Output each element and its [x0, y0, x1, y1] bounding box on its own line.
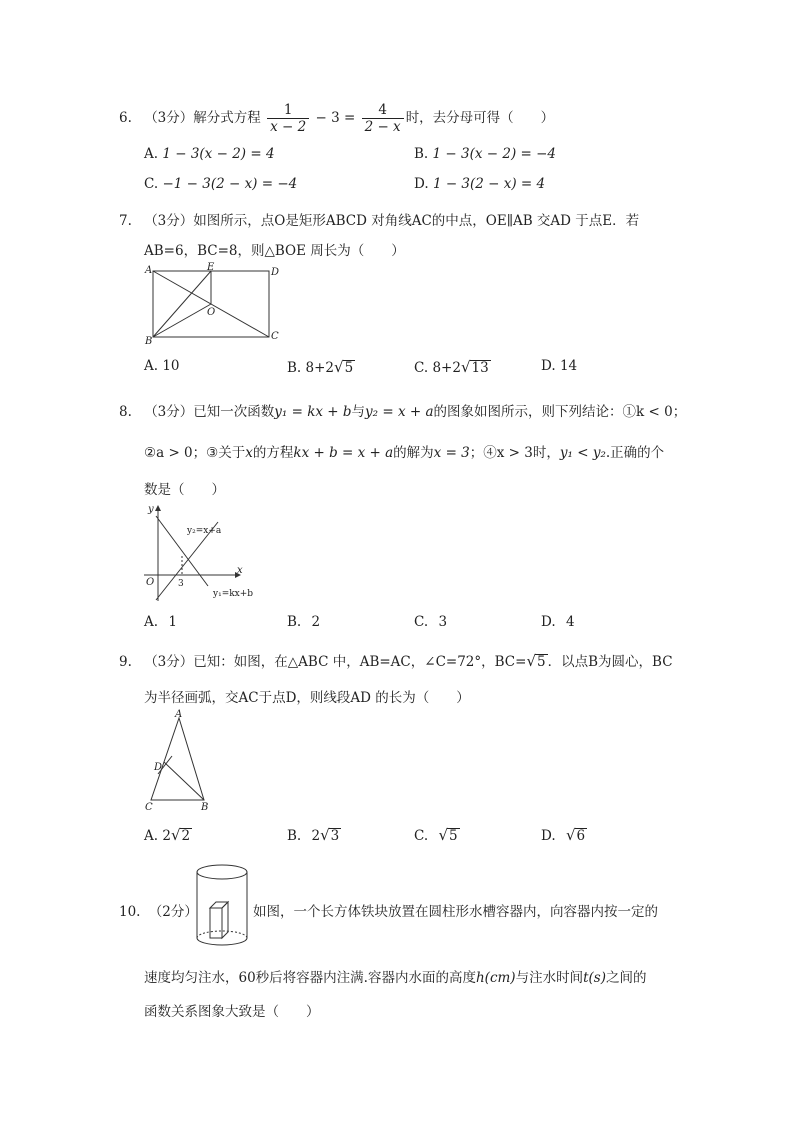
q7-option-d-text: 14 — [559, 358, 578, 374]
q8-text-e: .正确的个 — [605, 445, 665, 461]
q8-number: 8. — [119, 404, 132, 420]
q7-option-a — [144, 358, 180, 374]
q6-frac1-denominator: x − 2 — [270, 119, 307, 135]
q8-claim-3-c: 的解为 — [393, 445, 434, 461]
q8-text-b: 与 — [351, 404, 366, 420]
q8-option-b-text: 2 — [311, 614, 321, 630]
q8-stem-line3: 数是（ ） — [144, 482, 225, 498]
q7-option-a-label: A. — [144, 358, 159, 374]
q8-stem-line1 — [119, 400, 686, 420]
q9-label-c: C — [145, 802, 153, 813]
q7-option-b-coef: 8+2 — [305, 360, 335, 376]
q9-option-a-radicand: 2 — [181, 828, 191, 844]
q9-label-d: D — [154, 762, 163, 773]
q8-text-c: 的图象如图所示，则下列结论： — [433, 404, 623, 420]
q6-option-a-text: 1 − 3(x − 2) = 4 — [162, 146, 275, 162]
q8-option-a-label: A. — [144, 614, 159, 630]
q6-option-d — [414, 176, 545, 192]
q9-option-d-radicand: 6 — [576, 828, 586, 844]
q10-iron-block-side — [222, 902, 228, 938]
q8-stem-line2 — [144, 441, 664, 461]
q8-label-origin: O — [146, 577, 155, 588]
q9-option-a — [144, 826, 192, 844]
q7-label-c: C — [271, 331, 279, 342]
q8-option-c — [414, 614, 447, 630]
q9-option-c — [414, 826, 460, 844]
q7-option-a-text: 10 — [162, 358, 180, 374]
q8-label-y2eq: y₂=x+a — [187, 526, 222, 536]
q8-circled-3: ③ — [206, 445, 219, 461]
sqrt-icon: √ — [526, 652, 537, 670]
q8-claim-3-x: x — [245, 445, 253, 461]
q10-stem-line3: 函数关系图象大致是（ ） — [144, 1004, 320, 1020]
q6-option-b-text: 1 − 3(x − 2) = −4 — [432, 146, 557, 162]
sqrt-icon: √ — [565, 826, 576, 844]
q6-stem — [119, 102, 554, 135]
q7-option-d-label: D. — [541, 358, 556, 374]
q9-option-c-label: C. — [414, 828, 429, 844]
q8-option-c-text: 3 — [438, 614, 448, 630]
q9-triangle-abc — [151, 718, 204, 800]
q10-text-c: 之间的 — [605, 970, 647, 986]
q10-time-var: t(s) — [583, 970, 606, 986]
q8-func-y1: y₁ = kx + b — [274, 404, 352, 420]
q8-claim-4: x > 3时， — [496, 445, 560, 461]
q6-fraction-1 — [267, 102, 309, 135]
q6-option-a — [144, 146, 275, 162]
q10-stem-line1: 如图，一个长方体铁块放置在圆柱形水槽容器内，向容器内按一定的 — [253, 904, 658, 920]
q6-fraction-2 — [362, 102, 404, 135]
q9-option-b-radicand: 3 — [330, 828, 340, 844]
sqrt-icon: √ — [320, 826, 330, 844]
q7-option-c — [414, 358, 491, 376]
q10-number-score — [119, 900, 198, 920]
q8-option-d-label: D. — [541, 614, 556, 630]
q7-stem-line1 — [119, 209, 639, 229]
q10-score: （2分） — [148, 904, 198, 920]
q6-option-c — [144, 176, 297, 192]
q7-number: 7. — [119, 213, 132, 229]
q7-label-e: E — [207, 262, 215, 273]
q7-option-d — [541, 358, 577, 374]
q9-text-a: （3分）已知：如图，在△ABC 中，AB=AC，∠C=72°，BC= — [144, 654, 527, 670]
q7-label-d: D — [271, 267, 280, 278]
q7-line1: （3分）如图所示，点O是矩形ABCD 对角线AC的中点，OE∥AB 交AD 于点E．若 — [144, 213, 640, 229]
q7-option-b-radicand: 5 — [344, 360, 354, 376]
sqrt-icon: √ — [334, 358, 344, 376]
q8-text-a: （3分）已知一次函数 — [144, 404, 275, 420]
q8-claim-2: a > 0； — [156, 445, 207, 461]
q6-option-c-text: −1 − 3(2 − x) = −4 — [162, 176, 298, 192]
sqrt-icon: √ — [438, 826, 448, 844]
q9-number: 9. — [119, 654, 132, 670]
q7-label-b: B — [145, 336, 153, 347]
q6-option-d-text: 1 − 3(2 − x) = 4 — [432, 176, 546, 192]
q7-label-o: O — [207, 307, 216, 318]
q7-option-c-label: C. — [414, 360, 429, 376]
q9-option-b-coef: 2 — [311, 828, 321, 844]
q8-option-a-text: 1 — [168, 614, 177, 630]
q8-claim-4-inequality: y₁ < y₂ — [559, 445, 606, 461]
q6-text-b: 时，去分母可得（ ） — [405, 110, 555, 126]
q10-cylinder-figure — [194, 862, 252, 952]
q6-frac2-numerator: 4 — [362, 102, 404, 119]
q10-stem-line2 — [144, 966, 646, 986]
q8-label-x: x — [237, 565, 243, 576]
q6-option-b — [414, 146, 556, 162]
q9-option-a-coef: 2 — [162, 828, 171, 844]
q10-text-b: 与注水时间 — [515, 970, 584, 986]
q9-stem-line2: 为半径画弧，交AC于点D，则线段AD 的长为（ ） — [144, 690, 470, 706]
q8-claim-3-b: 的方程 — [252, 445, 294, 461]
q6-frac1-numerator: 1 — [267, 102, 309, 119]
q9-label-a: A — [175, 709, 183, 720]
q9-label-b: B — [201, 802, 209, 813]
q8-claim-3-a: 关于 — [218, 445, 246, 461]
q7-segment-be — [153, 271, 211, 337]
q6-score: （3分） — [144, 110, 194, 126]
q9-option-b-label: B. — [287, 828, 302, 844]
q7-option-c-coef: 8+2 — [432, 360, 461, 376]
q7-option-c-radicand: 13 — [471, 360, 489, 376]
q10-text-a: 速度均匀注水，60秒后将容器内注满.容器内水面的高度 — [144, 970, 476, 986]
q7-option-b-label: B. — [287, 360, 302, 376]
q10-iron-block-front — [210, 908, 222, 938]
q8-claim-1: k < 0； — [636, 404, 687, 420]
q10-cylinder-bottom-front — [197, 938, 247, 945]
q8-func-y2: y₂ = x + a — [365, 404, 434, 420]
q7-label-a: A — [145, 265, 153, 276]
q8-label-y1eq: y₁=kx+b — [213, 589, 254, 599]
q9-option-a-label: A. — [144, 828, 159, 844]
q9-triangle-figure — [140, 708, 220, 816]
q8-claim-3-d: ； — [469, 445, 484, 461]
q7-option-b — [287, 358, 355, 376]
q8-option-b-label: B. — [287, 614, 302, 630]
q6-option-c-label: C. — [144, 176, 159, 192]
q9-text-b: ．以点B为圆心，BC — [547, 654, 673, 670]
q6-option-d-label: D. — [414, 176, 429, 192]
q9-option-c-radicand: 5 — [449, 828, 458, 844]
q9-option-b — [287, 826, 341, 844]
q8-option-c-label: C. — [414, 614, 429, 630]
q8-circled-1: ① — [622, 404, 637, 420]
q8-label-y: y — [148, 504, 154, 515]
q8-option-d — [541, 614, 575, 630]
q9-stem-line1 — [119, 650, 673, 670]
sqrt-icon: √ — [460, 358, 471, 376]
q8-option-d-text: 4 — [565, 614, 575, 630]
q10-number: 10. — [119, 904, 141, 920]
q8-claim-3-equation: kx + b = x + a — [293, 445, 394, 461]
q10-height-var: h(cm) — [475, 970, 516, 986]
q8-option-b — [287, 614, 320, 630]
q8-option-a — [144, 614, 177, 630]
q6-option-a-label: A. — [144, 146, 159, 162]
q10-cylinder-top — [197, 865, 247, 879]
q6-number: 6. — [119, 110, 132, 126]
q9-radicand: 5 — [537, 654, 546, 670]
q7-stem-line2: AB=6，BC=8，则△BOE 周长为（ ） — [144, 243, 405, 259]
q9-option-d-label: D. — [541, 828, 556, 844]
q6-mid: − 3 = — [311, 110, 360, 126]
q9-option-d — [541, 826, 587, 844]
q8-claim-3-solution: x = 3 — [433, 445, 470, 461]
q8-circled-2: ② — [144, 445, 157, 461]
q8-label-3: 3 — [178, 579, 184, 589]
q6-frac2-denominator: 2 − x — [364, 119, 401, 135]
q7-segment-bo — [153, 304, 211, 337]
q6-text-a: 解分式方程 — [193, 110, 261, 126]
q8-graph-figure — [140, 500, 255, 605]
q8-circled-4: ④ — [483, 445, 497, 461]
q6-option-b-label: B. — [414, 146, 429, 162]
q7-rectangle-figure — [140, 262, 285, 347]
sqrt-icon: √ — [170, 826, 181, 844]
